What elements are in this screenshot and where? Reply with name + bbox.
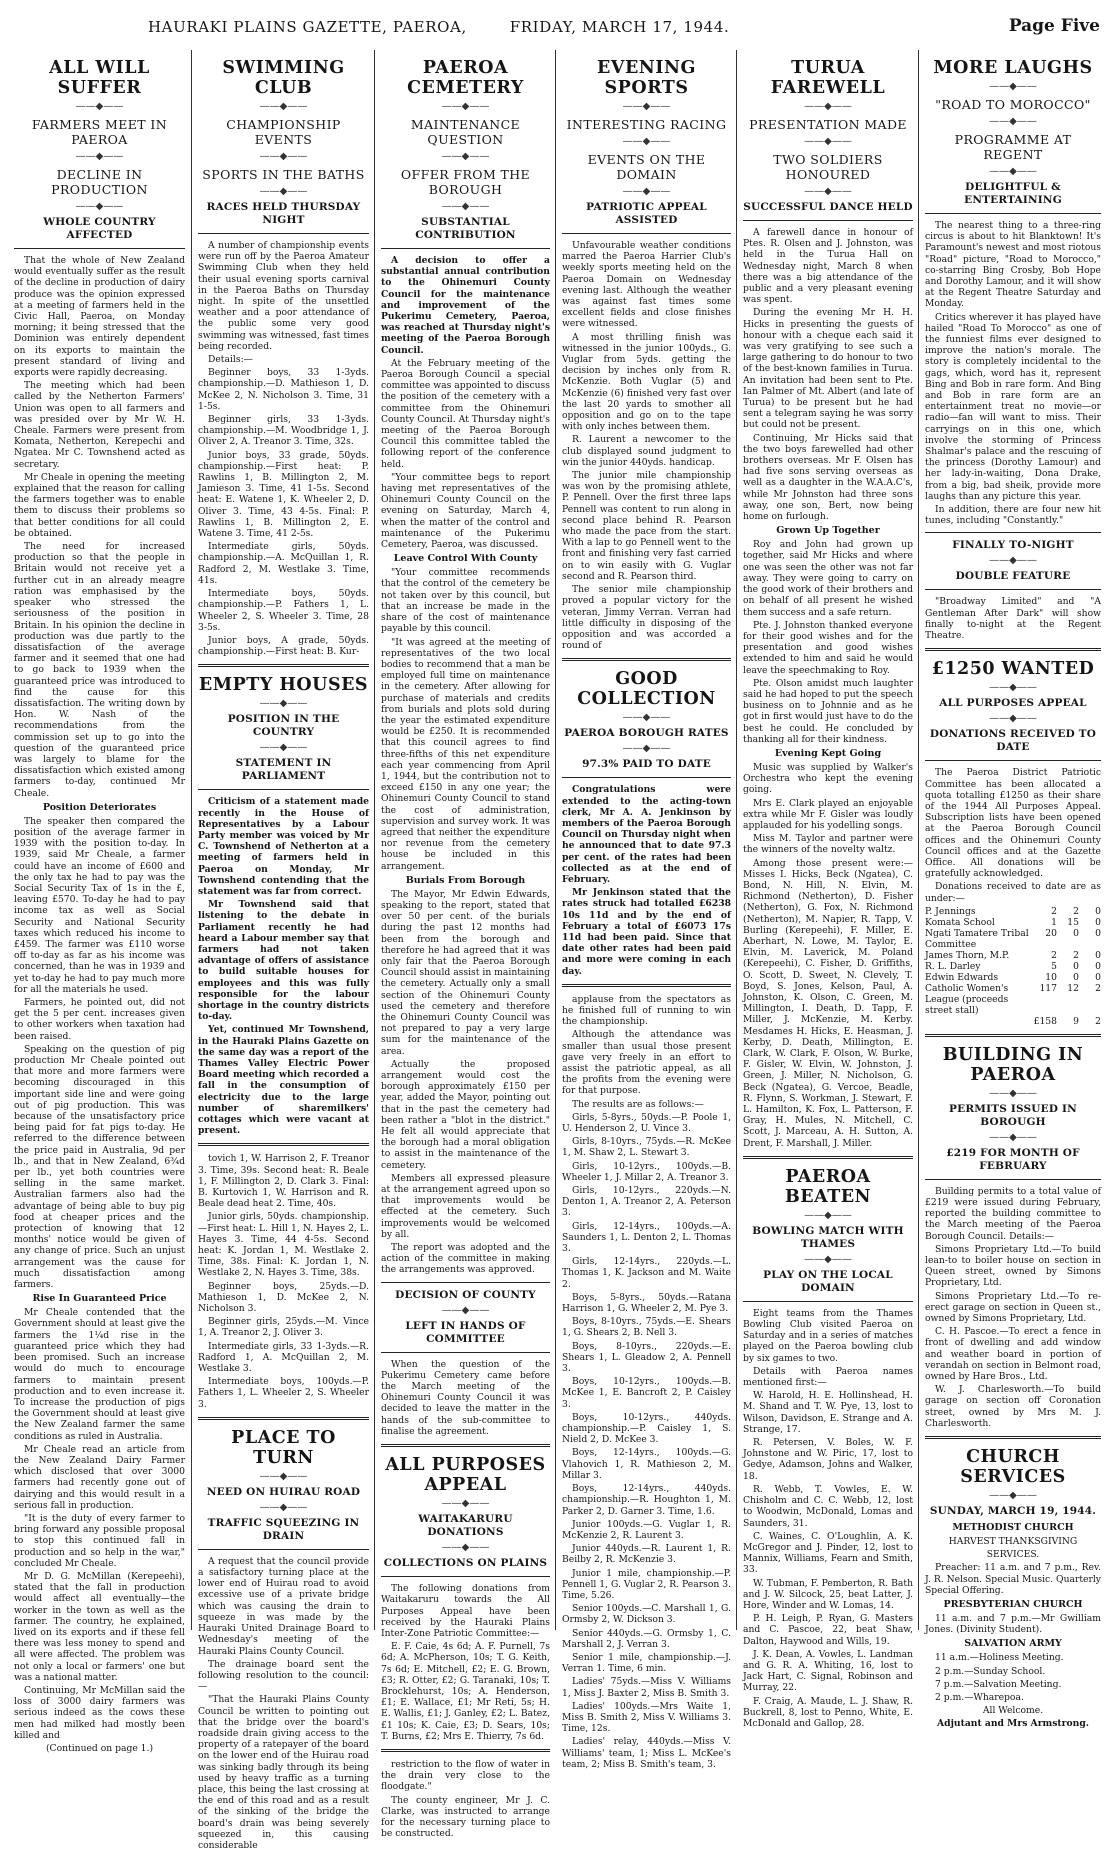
ornament: ——◆——: [989, 116, 1037, 127]
divider: [381, 1749, 550, 1752]
paragraph: The following donations from Waitakaruru towards the All Purposes Appeal have been received by the Hauraki Plains Inter-Zone Patriotic Committee:—: [381, 1583, 550, 1639]
masthead-date: FRIDAY, MARCH 17, 1944.: [509, 18, 730, 36]
paragraph: At the February meeting of the Paeroa Borough Council a special committee was appointed to discuss the position of the cemetery with a committee from the Ohinemuri County Council. At Thursday night's meeting of the Paeroa Borough Council this committee tabled the following report of the conference held.: [381, 357, 550, 470]
paragraph: The results are as follows:—: [572, 1098, 704, 1110]
deck: SUNDAY, MARCH 19, 1944.: [929, 1505, 1097, 1517]
paragraph: 2 p.m.—Sunday School.: [935, 1665, 1046, 1677]
ornament: ——◆——: [989, 713, 1037, 725]
result-line: Ladies' relay, 440yds.—Miss V. Williams' team, 1; Miss L. McKee's team, 2; Miss B. Smith's team, 3.: [562, 1736, 731, 1770]
result-line: Senior 100yds.—C. Marshall 1, G. Ormsby 2, W. Dickson 3.: [562, 1603, 731, 1626]
divider: [381, 1352, 550, 1353]
paragraph: Junior boys, A grade, 50yds. championship.—First heat: B. Kur-: [198, 634, 369, 658]
divider: [743, 220, 913, 221]
paragraph: The Paeroa District Patriotic Committee has been allocated a quota totalling £1250 as their share of the 1944 All Purposes Appeal. Subscription lists have been opened at the Paeroa Borough Council offices and the Ohinemuri County Council offices and at the Gazette Office. All donations will be gratefully acknowledged.: [925, 767, 1101, 880]
subheading: Leave Control With County: [393, 553, 538, 565]
paragraph: E. F. Caie, 4s 6d; A. F. Purnell, 7s 6d; A. McPherson, 10s; T. G. Keith, 7s 6d; E. Mitchell, £2; E. G. Brown, £3; R. Otter, £2; G. Taranaki, 10s; T. Brocklehurst, 10s; A. Henderson, £1; E. Wallace, £1; Mr Reti, 5s; H. E. Wallis, £1; J. Ganley, £2; L. Batez, £1 10s; K. Caie, £3; D. Sears, 10s; T. Burns, £2; Mrs E. Thierry, 7s 6d.: [381, 1641, 550, 1742]
divider: [198, 233, 369, 234]
paragraph: Pte. J. Johnston thanked everyone for their good wishes and for the presentation and good wishes extended to him and said he would leave the speechmaking to Roy.: [743, 619, 913, 676]
paragraph: Adjutant and Mrs Armstrong.: [937, 1718, 1089, 1730]
ornament: ——◆——: [441, 1498, 490, 1510]
divider: [198, 664, 369, 667]
ornament: ——◆——: [75, 151, 124, 162]
paragraph: The drainage board sent the following resolution to the council:—: [198, 1658, 369, 1693]
divider: [925, 589, 1101, 590]
paragraph: Criticism of a statement made recently in the House of Representatives by a Labour Party member was voiced by Mr C. Townshend of Netherton at a meeting of farmers held in Paeroa on Monday, Mr Townshend contending that the statement was far from correct.: [198, 796, 369, 897]
ornament: ——◆——: [989, 1490, 1037, 1501]
deck: POSITION IN THE COUNTRY: [227, 713, 340, 739]
donation-row: [925, 950, 1101, 961]
paragraph: 7 p.m.—Salvation Meeting.: [935, 1678, 1062, 1690]
paragraph: "It was agreed at the meeting of representatives of the two local bodies to recommend that a man be employed full time on maintenance in the cemetery. After allowing for purchase of materials and credits from burials and plots sold during the year the estimated expenditure would be £250. It is recommended that this council agrees to find three-fifths of this net expenditure each year commencing from April 1, 1944, but the contribution not to exceed £150 in any one year; the Ohinemuri County Council to stand the cost of administration, supervision and survey work. It was agreed that neither the expenditure nor revenue from the cemetery house be included in this arrangement.: [381, 636, 550, 872]
paragraph: The speaker then compared the position of the average farmer in 1939 with the position to-day. In 1939, said Mr Cheale, a farmer could have an income of £600 and the only tax he had to pay was the Social Security Tax of 1s in the £, leaving £570. To-day he had to pay income tax as well as Social Security and National Security taxes which reduced his income to £459. The farmer was £110 worse off to-day as far as his income was concerned, than he was in 1939 and yet to-day he had to pay much more for all the materials he used.: [14, 815, 185, 995]
deck: INTERESTING RACING: [566, 117, 727, 132]
headline: SWIMMING CLUB: [222, 58, 345, 98]
subheading: Rise In Guaranteed Price: [32, 1293, 167, 1305]
divider: [198, 1549, 369, 1550]
ornament: ——◆——: [622, 136, 671, 147]
deck: DONATIONS RECEIVED TO DATE: [929, 728, 1097, 754]
paragraph: 11 a.m.—Holiness Meeting.: [935, 1652, 1064, 1664]
deck: BOWLING MATCH WITH THAMES: [752, 1224, 904, 1250]
deck: EVENTS ON THE DOMAIN: [587, 152, 706, 182]
headline: ALL WILL SUFFER: [49, 58, 150, 98]
paragraph: A most thrilling finish was witnessed in the junior 100yds., G. Vuglar from 5yds. getting the decision by inches only from R. McKenzie. Both Vuglar (5) and McKenzie (6) finished very fast over the last 20 yards to smother all opposition and go on to the tape with only inches between them.: [562, 331, 731, 433]
paragraph: Music was supplied by Walker's Orchestra who kept the evening going.: [743, 761, 913, 796]
paragraph: Congratulations were extended to the acting-town clerk, Mr A. A. Jenkinson by members of the Paeroa Borough Council on Thursday night when he announced that to date 97.3 per cent. of the rates had been collected as at the end of February.: [562, 784, 731, 885]
church-name: SALVATION ARMY: [964, 1638, 1062, 1650]
paragraph: Beginner girls, 33 1-3yds. championship.—M. Woodbridge 1, J. Oliver 2, A. Treanor 3. Time, 32s.: [198, 414, 369, 448]
headline: GOOD COLLECTION: [577, 669, 716, 710]
divider: [198, 1143, 369, 1146]
ornament: ——◆——: [989, 555, 1037, 567]
paragraph: Mrs E. Clark played an enjoyable extra while Mr F. Gisler was loudly applauded for his yodelling songs.: [743, 797, 913, 831]
paragraph: Yet, continued Mr Townshend, in the Hauraki Plains Gazette on the same day was a report of the Thames Valley Electric Power Board meeting which recorded a fall in the consumption of electricity due to the large number of sharemilkers' cottages which were vacant at present.: [198, 1024, 369, 1137]
donation-amount: 0: [1095, 905, 1101, 917]
donor-name: Ngati Tamatere Tribal Committee: [925, 927, 1029, 950]
paragraph: Intermediate girls, 33 1-3yds.—R. Radford 1, A. McQuillan 2, M. Westlake 3.: [198, 1340, 369, 1375]
paragraph: The senior mile championship proved a popular victory for the veteran, Jimmy Verran. Verran had little difficulty in disposing of the opposition and was accorded a round of: [562, 584, 731, 652]
donations-table: [925, 906, 1101, 1027]
ornament: ——◆——: [989, 166, 1037, 177]
deck: MAINTENANCE QUESTION: [410, 117, 521, 147]
divider: [198, 1417, 369, 1420]
paragraph: Mr Cheale in opening the meeting explained that the reason for calling the farmers together was to enable them to discuss their problems so that better conditions for all could be obtained.: [14, 471, 185, 539]
ornament: ——◆——: [75, 201, 124, 212]
headline: PLACE TO TURN: [231, 1427, 336, 1468]
result-line: Boys, 8-10yrs., 220yds.—E. Shears 1, L. Gleadow 2, A. Pennell 3.: [562, 1340, 731, 1375]
result-line: Girls, 5-8yrs., 50yds.—P. Poole 1, U. Henderson 2, U. Vince 3.: [562, 1111, 731, 1134]
ornament: ——◆——: [989, 1087, 1037, 1099]
paragraph: That the whole of New Zealand would eventually suffer as the result of the decline in production of dairy produce was the opinion expressed at a meeting of farmers held in the Civic Hall, Paeroa, on Monday morning; it being stressed that the Dominion was entirely dependent on its exports to maintain the present standard of living and exports were rapidly decreasing.: [14, 255, 185, 379]
column-1: [8, 50, 191, 1754]
paragraph: When the question of the Pukerimu Cemetery came before the March meeting of the Ohinemuri County Council it was decided to leave the matter in the hands of the sub-committee to finalise the agreement.: [381, 1358, 550, 1437]
headline: EMPTY HOUSES: [198, 675, 369, 696]
paragraph: Mr Cheale contended that the Government should at least give the farmers the 1¼d rise in the guaranteed price which they had been promised. Such an increase would do much to encourage farmers to maintain present production and to even increase it. To increase the production of pigs the Government should at least give the New Zealand farmer the same conditions as ruled in Australia.: [14, 1307, 185, 1442]
result-line: Girls, 10-12yrs., 220yds.—N. Denton 1, A. Treanor 2, A. Peterson 3.: [562, 1185, 731, 1219]
divider: [562, 984, 731, 987]
paragraph: W. Harold, H. E. Hollinshead, H. M. Shand and T. W. Pye, 13, lost to Wilson, Davidson, E. Strange and A. Strange, 17.: [743, 1390, 913, 1435]
paragraph: The Mayor, Mr Edwin Edwards, speaking to the report, stated that over 50 per cent. of the burials during the past 12 months had been from the borough and therefore he had agreed that it was only fair that the Paeroa Borough Council should assist in maintaining the cemetery. Actually only a small section of the Ohinemuri County used the cemetery and therefore the Ohinemuri County Council was not prepared to pay a very large sum for the maintenance of the area.: [381, 888, 550, 1057]
ornament: ——◆——: [804, 1253, 852, 1265]
deck: PAEROA BOROUGH RATES: [564, 727, 729, 740]
deck: SUBSTANTIAL CONTRIBUTION: [415, 216, 516, 241]
deck: LEFT IN HANDS OF COMMITTEE: [405, 1319, 526, 1345]
result-line: Ladies' 75yds.—Miss V. Williams 1, Miss J. Baxter 2, Miss B. Smith 3.: [562, 1676, 731, 1699]
deck: STATEMENT IN PARLIAMENT: [235, 757, 332, 783]
ornament: ——◆——: [622, 101, 671, 112]
paragraph: A number of championship events were run off by the Paeroa Amateur Swimming Club when they held their usual evening sports carnival in the Paeroa Baths on Thursday night. In spite of the unsettled weather and a poor attendance of the public some very good swimming was witnessed, fast times being recorded.: [198, 240, 369, 352]
ornament: ——◆——: [259, 101, 308, 112]
deck: WHOLE COUNTRY AFFECTED: [43, 216, 156, 241]
paragraph: Preacher: 11 a.m. and 7 p.m., Rev. J. R. Nelson. Special Music. Quarterly Special Offering.: [925, 1562, 1101, 1596]
paragraph: Simons Proprietary Ltd.—To build lean-to to boiler house on section in Queen street, owned by Simons Proprietary, Ltd.: [925, 1243, 1101, 1289]
deck: TWO SOLDIERS HONOURED: [773, 152, 883, 182]
divider: [925, 648, 1101, 651]
ornament: ——◆——: [441, 1304, 490, 1316]
paragraph: Speaking on the question of pig production Mr Cheale pointed out that more and more farmers were becoming discouraged in this important side line and were going out of pig production. This was because of the unsatisfactory price being paid for fat pigs to-day. He referred to the difference between the price paid in Australia, 9d per lb., and that in New Zealand, 6¾d per lb., yet both countries were selling in the same market. Australian farmers also had the advantage of being able to buy pig food at cheaper prices and the protection of knowing that 12 months' notice would be given of any change of price. Such an unjust arrangement was the cause for much dissatisfaction among farmers.: [14, 1043, 185, 1291]
deck: RACES HELD THURSDAY NIGHT: [206, 201, 361, 226]
result-line: Senior 1 mile, championship.—J. Verran 1. Time, 6 min.: [562, 1651, 731, 1675]
paragraph: Beginner boys, 33 1-3yds. championship.—D. Mathieson 1, D. McKee 2, N. Nicholson 3. Time, 31 1-5s.: [198, 367, 369, 412]
total-pounds: £158: [1033, 1015, 1057, 1027]
result-line: Junior 1 mile, championship.—P. Pennell 1, G. Vuglar 2, R. Pearson 3. Time, 5.26.: [562, 1567, 731, 1601]
ornament: ——◆——: [622, 712, 671, 724]
subheading: Burials From Borough: [405, 874, 526, 886]
deck: PATRIOTIC APPEAL ASSISTED: [586, 201, 707, 226]
ornament: ——◆——: [259, 1470, 308, 1482]
donation-amount: 2: [1051, 905, 1057, 917]
paragraph: A farewell dance in honour of Ptes. R. Olsen and J. Johnston, was held in the Turua Hall on Wednesday night, March 8 when there was a big attendance of the public and a very pleasant evening was spent.: [743, 227, 913, 306]
paragraph: Critics wherever it has played have hailed "Road To Morocco" as one of the funniest films ever designed to improve the nation's morale. The story is completely incidental to the gags, which, word has it, represent Bing and Bob in rare form. And Bing and Bob in rare form are an entertainment treat no movie—or radio—fan will want to miss. Their carryings on in this one, which involve the storming of Princess Shalmar's palace and the rescuing of the princess (Dorothy Lamour) and her lady-in-waiting, Dona Drake, from a big, bad sheik, provide more laughs than any picture this year.: [925, 311, 1101, 502]
donation-amount: 0: [1095, 916, 1101, 928]
paragraph: Continuing, Mr Hicks said that the two boys farewelled had other brothers overseas. Mr F. Olsen has had five sons serving overseas as well as a daughter in the W.A.A.C's, while Mr Johnston had three sons away, one son, Bert, now being home on furlough.: [743, 432, 913, 523]
paragraph: R. Laurent a newcomer to the club displayed sound judgment to win the junior 440yds. handicap.: [562, 434, 731, 468]
deck: PROGRAMME AT REGENT: [954, 132, 1072, 162]
paragraph: "Your committee recommends that the control of the cemetery be not taken over by this council, but that an increase be made in the share of the cost of maintenance payable by this council.: [381, 567, 550, 635]
deck: DOUBLE FEATURE: [955, 570, 1071, 583]
paragraph: Beginner girls, 25yds.—M. Vince 1, A. Treanor 2, J. Oliver 3.: [198, 1316, 369, 1339]
paragraph: A decision to offer a substantial annual contribution to the Ohinemuri County Council for the maintenance and improvement of the Pukerimu Cemetery, Paeroa, was reached at Thursday night's meeting of the Paeroa Borough Council.: [381, 255, 550, 356]
paragraph: Junior boys, 33 grade, 50yds. championship.—First heat: P. Rawlins 1, B. Millington 2, M. Jamieson 3. Time, 41 1-5s. Second heat: E. Watene 1, K. Wheeler 2, D. Oliver 3. Time, 43 4-5s. Final: P. Rawlins 1, B. Millington 2, E. Watene 3. Time, 41 2-5s.: [198, 449, 369, 540]
donor-name: Edwin Edwards: [925, 971, 999, 983]
result-line: Junior 100yds.—G. Vuglar 1, R. McKenzie 2, R. Laurent 3.: [562, 1518, 731, 1541]
paragraph: Members all expressed pleasure at the arrangement agreed upon so that improvements would be effected at the cemetery. Such improvements would be welcomed by all.: [381, 1172, 550, 1240]
paragraph: Intermediate girls, 50yds. championship.—A. McQuillan 1, R. Radford 2, M. Westlake 3. Time, 41s.: [198, 541, 369, 586]
ornament: ——◆——: [989, 1131, 1037, 1143]
donation-row: [925, 961, 1101, 972]
paragraph: The meeting which had been called by the Netherton Farmers' Union was open to all farmers and was presided over by Mr W. H. Cheale. Farmers were present from Komata, Netherton, Kerepechi and Ngatea. Mr C. Townshend acted as secretary.: [14, 380, 185, 470]
result-line: Senior 440yds.—G. Ormsby 1, C. Marshall 2, J. Verran 3.: [562, 1627, 731, 1650]
paragraph: The county engineer, Mr J. C. Clarke, was instructed to arrange for the necessary turning place to be constructed.: [381, 1794, 550, 1840]
deck: £219 FOR MONTH OF FEBRUARY: [946, 1146, 1080, 1172]
headline: £1250 WANTED: [931, 659, 1095, 680]
headline: MORE LAUGHS: [933, 58, 1093, 78]
donation-amount: 0: [1095, 960, 1101, 972]
result-line: Girls, 12-14yrs., 220yds.—L. Thomas 1, K. Jackson and M. Waite 2.: [562, 1256, 731, 1290]
donor-name: James Thorn, M.P.: [925, 949, 1010, 961]
church-name: METHODIST CHURCH: [952, 1522, 1074, 1533]
headline: PAEROA CEMETERY: [407, 58, 524, 98]
divider: [743, 1301, 913, 1302]
divider: [562, 658, 731, 661]
donations-total-row: [925, 1016, 1101, 1027]
paragraph: Continuing, Mr McMillan said the loss of 3000 dairy farmers was serious indeed as the cows these men had milked had mostly been killed and: [14, 1684, 185, 1741]
headline: EVENING SPORTS: [597, 58, 696, 98]
paragraph: Details with Paeroa names mentioned first:—: [743, 1365, 913, 1389]
divider: [381, 1576, 550, 1577]
paragraph: Intermediate boys, 50yds. championship.—P. Fathers 1, L. Wheeler 2, S. Wheeler 3. Time, 28 3-5s.: [198, 588, 369, 633]
paragraph: "It is the duty of every farmer to bring forward any possible proposal to stop this continued fall in production and so help in the war," concluded Mr Cheale.: [14, 1512, 185, 1569]
paragraph: W. Tubman, F. Pemberton, R. Bath and J. W. Silcock, 25, beat Latter, J. Hore, Winder and W. Lomas, 14.: [743, 1577, 913, 1611]
paragraph: The need for increased production so that the people in Britain would not receive yet a further cut in an already meagre ration was emphasised by the speaker who stressed the seriousness of the position in Britain. In his opinion the decline in production was due partly to the dissatisfaction of the average farmer and it seemed that one had to go back to 1939 when the guaranteed price was introduced to find the cause for this dissatisfaction. The writing down by Hon. W. Nash of the recommendations from the commission set up to go into the question of the guaranteed price was largely to blame for the dissatisfaction which existed among farmers to-day, continued Mr Cheale.: [14, 541, 185, 799]
paragraph: P. H. Leigh, P. Ryan, G. Masters and C. Pascoe, 22, beat Shaw, Dalton, Haywood and Wills, 19.: [743, 1613, 913, 1647]
donation-row: [925, 972, 1101, 983]
donation-amount: 2: [1073, 949, 1079, 961]
column-2: [191, 50, 375, 1851]
donation-amount: 0: [1095, 927, 1101, 939]
paragraph: Actually the proposed arrangement would cost the borough approximately £150 per year, added the Mayor, pointing out that in the past the cemetery had been rather a "blot in the district." He felt all would appreciate that the borough had a moral obligation to assist in the maintenance of the cemetery.: [381, 1058, 550, 1171]
paragraph: Junior girls, 50yds. championship.—First heat: L. Hill 1, N. Hayes 2, L. Hayes 3. Time, 44 4-5s. Second heat: K. Jordan 1, M. Westlake 2. Time, 38s. Final: K. Jordan 1, N. Westlake 2, N. Hayes 3. Time, 38s.: [198, 1211, 369, 1279]
column-4: [555, 50, 737, 1770]
divider: [14, 248, 185, 249]
divider: [925, 213, 1101, 214]
ornament: ——◆——: [259, 1501, 308, 1513]
subheading: Position Deteriorates: [42, 801, 157, 813]
paragraph: J. K. Dean, A. Vowles, L. Landman and G. R. A. Whiting, 16, lost to Jack Hart, C. Signal, Robinson and Murray, 22.: [743, 1648, 913, 1694]
total-pence: 2: [1095, 1015, 1101, 1027]
paragraph: Building permits to a total value of £219 were issued during February, reported the building committee to the March meeting of the Paeroa Borough Council. Details:—: [925, 1185, 1101, 1242]
ornament: ——◆——: [75, 101, 124, 112]
subheading: Grown Up Together: [776, 525, 880, 537]
ornament: ——◆——: [259, 698, 308, 710]
paragraph: 11 a.m. and 7 p.m.—Mr Gwilliam Jones. (Divinity Student).: [925, 1613, 1101, 1636]
paragraph: HARVEST THANKSGIVING: [948, 1536, 1078, 1547]
ornament: ——◆——: [259, 151, 308, 162]
deck: COLLECTIONS ON PLAINS: [383, 1557, 548, 1570]
donation-amount: 117: [1039, 982, 1057, 994]
result-line: Boys, 5-8yrs., 50yds.—Ratana Harrison 1, G. Wheeler 2, M. Pye 3.: [562, 1291, 731, 1315]
paragraph: Miss M. Taylor and partner were the winners of the novelty waltz.: [743, 833, 913, 856]
deck: TRAFFIC SQUEEZING IN DRAIN: [207, 1516, 360, 1542]
donation-amount: 15: [1067, 916, 1079, 928]
paragraph: During the evening Mr H. H. Hicks in presenting the guests of honour with a cheque each said it was very gratifying to see such a large gathering to do honour to two of the best-known families in Turua. An invitation had been sent to Pte. Ian Palmer of Mt. Albert (and late of Turua) to be present but he had sent a telegram saying he was sorry but could not be present.: [743, 307, 913, 431]
paragraph: Mr Cheale read an article from the New Zealand Dairy Farmer which disclosed that over 3000 farmers had recently gone out of dairying and this would result in a serious fall in production.: [14, 1443, 185, 1511]
headline: FINALLY TO-NIGHT: [952, 539, 1074, 552]
donation-row: [925, 928, 1101, 950]
ornament: ——◆——: [804, 186, 852, 197]
donation-amount: 2: [1051, 949, 1057, 961]
result-line: Junior 440yds.—R. Laurent 1, R. Beilby 2, R. McKenzie 3.: [562, 1543, 731, 1566]
masthead-title: HAURAKI PLAINS GAZETTE, PAEROA, FRIDAY, MARCH 17, 1944.: [148, 18, 730, 36]
donor-name: Catholic Women's League (proceeds street stall): [925, 982, 1009, 1016]
result-line: Boys, 8-10yrs., 75yds.—E. Shears 1, G. Shears 2, B. Nell 3.: [562, 1316, 731, 1339]
paragraph: "Broadway Limited" and "A Gentleman After Dark" will show finally to-night at the Regent Theatre.: [925, 596, 1101, 642]
paragraph: All Welcome.: [982, 1705, 1044, 1717]
result-line: Boys, 12-14yrs., 440yds. championship.—R. Houghton 1, M. Parker 2, D. Garner 3. Time, 1.6.: [562, 1483, 731, 1517]
subheading: Evening Kept Going: [774, 747, 882, 759]
result-line: Boys, 10-12yrs., 440yds. championship.—P. Caisley 1, S. Nield 2, D. McKee 3.: [562, 1411, 731, 1446]
result-line: Girls, 12-14yrs., 100yds.—A. Saunders 1, L. Denton 2, L. Thomas 3.: [562, 1220, 731, 1255]
divider: [562, 777, 731, 778]
total-shillings: 9: [1073, 1015, 1079, 1027]
headline: TURUA FAREWELL: [770, 58, 886, 98]
donation-row: [925, 906, 1101, 917]
result-line: Boys, 12-14yrs., 100yds.—G. Vlahovich 1, R. Mathieson 2, M. Millar 3.: [562, 1447, 731, 1481]
divider: [925, 1436, 1101, 1439]
deck: PRESENTATION MADE: [749, 117, 907, 132]
deck: ALL PURPOSES APPEAL: [939, 697, 1087, 710]
deck: OFFER FROM THE BOROUGH: [400, 167, 531, 197]
result-line: Ladies' 100yds.—Mrs Waite 1, Miss B. Smith 2, Miss V. Williams 3. Time, 12s.: [562, 1700, 731, 1735]
divider: [381, 1282, 550, 1283]
paragraph: SERVICES.: [986, 1549, 1040, 1561]
headline: CHURCH SERVICES: [960, 1447, 1066, 1487]
donation-amount: 0: [1095, 971, 1101, 983]
paragraph: R. Petersen, V. Boles, W. F. Johnstone and W. Piric, 17, lost to Gedye, Adamson, Johns and Walker, 18.: [743, 1437, 913, 1482]
divider: [925, 1179, 1101, 1180]
divider: [198, 789, 369, 790]
column-6: [918, 50, 1107, 1730]
ornament: ——◆——: [441, 1542, 490, 1554]
paragraph: F. Craig, A. Maude, L. J. Shaw, R. Buckrell, 8, lost to Penno, White, E. McDonald and Gallop, 28.: [743, 1695, 913, 1729]
masthead: [8, 14, 1106, 40]
paragraph: In addition, there are four new hit tunes, including "Constantly.": [925, 504, 1101, 527]
divider: [381, 1444, 550, 1447]
deck: SUCCESSFUL DANCE HELD: [743, 201, 913, 213]
donation-amount: 0: [1073, 960, 1079, 972]
paragraph: applause from the spectators as he finished full of running to win the championship.: [562, 993, 731, 1028]
donation-amount: 0: [1073, 971, 1079, 983]
paragraph: Beginner boys, 25yds.—D. Mathieson 1, D. McKee 2, N. Nicholson 3.: [198, 1280, 369, 1315]
paragraph: The report was adopted and the action of the committee in making the arrangements was approved.: [381, 1242, 550, 1276]
donation-row: [925, 917, 1101, 928]
ornament: ——◆——: [804, 136, 852, 147]
paragraph: "That the Hauraki Plains County Council be written to pointing out that the bridge over the board's roadside drain giving access to the property of a ratepayer of the board on the lower end of the Huirau road was sinking badly through its being used by heavy traffic as a turning place, this being the last crossing at the end of this road and as a result of the sinking of the bridge the board's drain was being severely squeezed in, this causing considerable: [198, 1694, 369, 1851]
divider: [562, 233, 731, 234]
divider: [381, 248, 550, 249]
continued-note: (Continued on page 1.): [45, 1743, 154, 1754]
headline: PAEROA BEATEN: [784, 1166, 872, 1207]
deck: 97.3% PAID TO DATE: [582, 758, 711, 771]
donation-amount: 0: [1095, 949, 1101, 961]
paragraph: Farmers, he pointed out, did not get the 5 per cent. increases given to other workers when taxation had been raised.: [14, 997, 185, 1042]
deck: PLAY ON THE LOCAL DOMAIN: [763, 1268, 893, 1294]
paragraph: "Your committee begs to report having met representatives of the Ohinemuri County Council on the evening on Saturday, March 4, when the matter of the control and maintenance of the Pukerimu Cemetery, Paeroa, was discussed.: [381, 471, 550, 551]
headline: BUILDING IN PAEROA: [942, 1044, 1084, 1085]
ornament: ——◆——: [804, 1209, 852, 1221]
result-line: Boys, 10-12yrs., 100yds.—B. McKee 1, E. Bancroft 2, P. Caisley 3.: [562, 1376, 731, 1410]
paragraph: Details:—: [208, 354, 253, 366]
donation-amount: 0: [1073, 927, 1079, 939]
ornament: ——◆——: [259, 186, 308, 197]
donation-amount: 1: [1051, 916, 1057, 928]
divider: [925, 760, 1101, 761]
paragraph: tovich 1, W. Harrison 2, F. Treanor 3. Time, 39s. Second heat: R. Beale 1, F. Millington 2, D. Clark 3. Final: B. Kurtovich 1, W. Harrison and R. Beale dead heat 2. Time, 40s.: [198, 1153, 369, 1210]
deck: SPORTS IN THE BATHS: [202, 167, 365, 182]
divider: [925, 532, 1101, 533]
donation-amount: 5: [1051, 960, 1057, 972]
paragraph: Intermediate boys, 100yds.—P. Fathers 1, L. Wheeler 2, S. Wheeler 3.: [198, 1376, 369, 1410]
ornament: ——◆——: [622, 186, 671, 197]
donation-row: [925, 983, 1101, 1016]
donation-amount: 10: [1045, 971, 1057, 983]
page-number: Page Five: [1008, 16, 1100, 36]
ornament: ——◆——: [441, 101, 490, 112]
deck: CHAMPIONSHIP EVENTS: [226, 117, 341, 147]
paragraph: Although the attendance was smaller than usual those present gave very freely in an effort to assist the patriotic appeal, as all the profits from the evening were for that purpose.: [562, 1029, 731, 1097]
paragraph: restriction to the flow of water in the drain very close to the floodgate.": [381, 1758, 550, 1793]
donation-amount: 20: [1045, 927, 1057, 939]
deck: WAITAKARURU DONATIONS: [418, 1513, 513, 1539]
paragraph: Pte. Olson amidst much laughter said he had hoped to put the speech business on to Johnnie and as he got in first would just have to do the best he could. He concluded by thanking all for their kindness.: [743, 677, 913, 745]
paragraph: Unfavourable weather conditions marred the Paeroa Harrier Club's weekly sports meeting held on the Paeroa Domain on Wednesday evening last. Although the weather was against fast times some excellent fields and close finishes were witnessed.: [562, 240, 731, 330]
ornament: ——◆——: [441, 151, 490, 162]
headline: DECISION OF COUNTY: [395, 1288, 536, 1301]
paragraph: Among those present were:—Misses I. Hicks, Beck (Ngatea), C. Bond, N. Hill, N. Elvin, M. Richmond (Netherton), D. Fisher (Netherton), G. Fox, N. Richmond (Netherton), M. Napier, R. Tapp, V. Burling (Kerepeehi), F. Miller, E. Aberhart, N. Lowe, M. Taylor, E. Elvin, M. Laverick, M. Poland (Kerepeehi), C. Fisher, D. Griffiths, O. Scott, D. Sweet, N. Clevely, T. Boyd, S. Jones, Kelson, Paul, A. Johnston, K. Olson, C. Green, M. Millington, I. Death, D. Tapp, F. Miller, J. McKenzie, M. Kerby. Mesdames H. Hicks, E. Heasman, J. Kerby, D. Death, Millington, E. Clark, W. Clark, F. Olson, W. Burke, F. Gisler, W. Elvin, W. Johnston, J. Green, J. Miller, N. Nicholson, G. Beck (Ngatea), G. Vercoe, Beadle, R. Flynn, S. Workman, J. Stewart, F. L. Hamilton, K. Fox, L. Patterson, F. Gray, H. Mules, N. Mitchell, C. Scott, J. Marceau, A. H. Sutton, A. Drent, F. Marshall, J. Miller.: [743, 857, 913, 1149]
deck: FARMERS MEET IN PAEROA: [31, 117, 168, 147]
column-5: [736, 50, 919, 1729]
paragraph: Donations received to date are as under:—: [925, 881, 1101, 904]
paragraph: Mr D. G. McMillan (Kerepeehi), stated that the fall in production would affect all eventually—the worker in the town as well as the farmer. The country, he explained, lived on its exports and if these fell there was less money to spend and all were affected. The problem was not only a local or farmers' one but was a national matter.: [14, 1570, 185, 1683]
column-3: [374, 50, 556, 1840]
deck: PERMITS ISSUED IN BOROUGH: [949, 1102, 1077, 1128]
paragraph: A request that the council provide a satisfactory turning place at the lower end of Huirau road to avoid excessive use of a private bridge which was causing the drain to squeeze in was made by the Hauraki United Drainage Board to Wednesday's meeting of the Hauraki Plains County Council.: [198, 1555, 369, 1657]
ornament: ——◆——: [989, 682, 1037, 694]
paragraph: Simons Proprietary Ltd.—To re-erect garage on section in Queen st., owned by Simons Proprietary, Ltd.: [925, 1290, 1101, 1324]
paragraph: The nearest thing to a three-ring circus is about to hit Blanktown! It's Paramount's newest and most riotous "Road" picture, "Road to Morocco," co-starring Bing Crosby, Bob Hope and Dorothy Lamour, and it will show at the Regent Theatre Saturday and Monday.: [925, 220, 1101, 310]
ornament: ——◆——: [259, 742, 308, 754]
paragraph: Eight teams from the Thames Bowling Club visited Paeroa on Saturday and in a series of matches played on the Paeroa bowling club by six games to two.: [743, 1307, 913, 1364]
paragraph: The junior mile championship was won by the promising athlete, P. Pennell. Over the first three laps Pennell was content to run along in second place behind R. Pearson who made the pace from the start. With a lap to go Pennell went to the front and finishing very fast carried on to win easily with G. Vuglar second and R. Pearson third.: [562, 470, 731, 582]
ornament: ——◆——: [622, 743, 671, 755]
donor-name: P. Jennings: [925, 905, 976, 917]
ornament: ——◆——: [989, 81, 1037, 92]
donation-amount: 2: [1095, 982, 1101, 994]
divider: [743, 1156, 913, 1159]
paragraph: Mr Townshend said that listening to the debate in Parliament recently he had heard a Labour member say that farmers had not taken advantage of offers of assistance to build suitable houses for employees and this was fully responsible for the labour shortage in the country districts to-day.: [198, 899, 369, 1023]
paragraph: Mr Jenkinson stated that the rates struck had totalled £6238 10s 11d and by the end of February a total of £6073 17s 11d had been paid. Since that date other rates had been paid and more were coming in each day.: [562, 887, 731, 977]
donation-amount: 2: [1073, 905, 1079, 917]
deck: DECLINE IN PRODUCTION: [51, 167, 148, 197]
donation-amount: 12: [1067, 982, 1079, 994]
deck: DELIGHTFUL & ENTERTAINING: [964, 181, 1062, 206]
paragraph: Roy and John had grown up together, said Mr Hicks and where one was seen the other was not far away. They were going to carry on the good work of their brothers and on behalf of all present he wished them success and a safe return.: [743, 539, 913, 618]
paragraph: 2 p.m.—Wharepoa.: [935, 1692, 1024, 1704]
result-line: Girls, 8-10yrs., 75yds.—R. McKee 1, M. Shaw 2, L. Stewart 3.: [562, 1136, 731, 1159]
divider: [925, 1034, 1101, 1037]
headline: ALL PURPOSES APPEAL: [385, 1455, 546, 1496]
donor-name: Komata School: [925, 916, 995, 928]
paragraph: C. Waines, C. O'Loughlin, A. K. McGregor and J. Pinder, 12, lost to Mannix, Williams, Fearn and Smith, 33.: [743, 1530, 913, 1576]
result-line: Girls, 10-12yrs., 100yds.—B. Wheeler 1, J. Millar 2, A. Treanor 3.: [562, 1160, 731, 1183]
ornament: ——◆——: [804, 101, 852, 112]
deck: NEED ON HUIRAU ROAD: [206, 1485, 361, 1498]
paragraph: C. H. Pascoe.—To erect a fence in front of dwelling and add window and weather board in portion of verandah on section in Belmont road, owned by Hare Bros., Ltd.: [925, 1326, 1101, 1382]
paragraph: W. J. Charlesworth.—To build garage on section off Coronation street, owned by Mrs M. J. Charlesworth.: [925, 1384, 1101, 1429]
church-name: PRESBYTERIAN CHURCH: [943, 1599, 1083, 1611]
donor-name: R. L. Darley: [925, 960, 981, 972]
paragraph: R. Webb, T. Vowles, E. W. Chisholm and C. C. Webb, 12, lost to Woodwin, McDonald, Lomas and Saunders, 31.: [743, 1483, 913, 1529]
deck: "ROAD TO MOROCCO": [935, 97, 1091, 112]
ornament: ——◆——: [441, 201, 490, 212]
